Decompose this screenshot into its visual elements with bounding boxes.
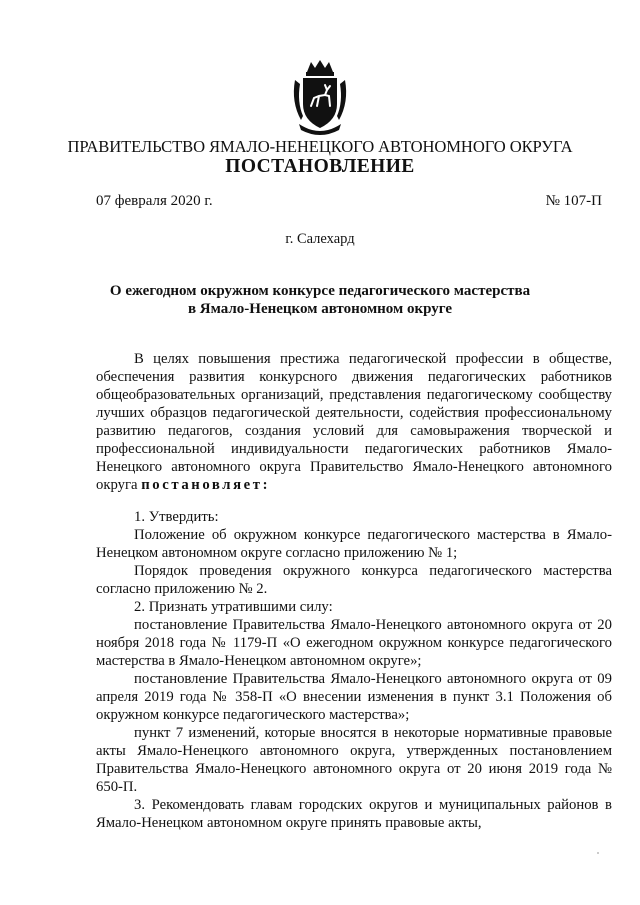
clause-1b: Порядок проведения окружного конкурса педагогического мастерства согласно приложению № 2. <box>96 563 612 597</box>
clause-2: 2. Признать утратившими силу: <box>134 599 333 615</box>
resolves-word: постановляет: <box>141 477 271 493</box>
government-name: ПРАВИТЕЛЬСТВО ЯМАЛО-НЕНЕЦКОГО АВТОНОМНОГО ОКРУГА <box>67 137 573 156</box>
coat-of-arms-emblem <box>289 58 351 138</box>
preamble-text: В целях повышения престижа педагогической профессии в обществе, обеспечения развития конкурсного движения педагогических работников общеобразовательных организаций, представления педагогическому сообществу лучших образцов педагогической деятельности, содействия профессиональному развитию педагогов, создания условий для самовыражения творческой и профессиональной индивидуальности педагогических работников Ямало-Ненецкого автономного округа Правительство Ямало-Ненецкого автономного округа <box>96 351 612 493</box>
clause-2a: постановление Правительства Ямало-Ненецкого автономного округа от 20 ноября 2018 года № 1179-П «О ежегодном окружном конкурсе педагогического мастерства в Ямало-Ненецком автономном округе»; <box>96 617 612 669</box>
document-title <box>0 282 640 318</box>
document-city: г. Салехард <box>285 231 355 247</box>
scan-speck <box>597 852 599 854</box>
document-title-line-2: в Ямало-Ненецком автономном округе <box>187 301 453 317</box>
preamble-paragraph <box>96 350 612 494</box>
clause-1: 1. Утвердить: <box>134 509 219 525</box>
document-body <box>96 350 612 832</box>
clause-2c: пункт 7 изменений, которые вносятся в некоторые нормативные правовые акты Ямало-Ненецкого автономного округа, утвержденных постановлением Правительства Ямало-Ненецкого автономного округа от 20 июня 2019 года № 650-П. <box>96 725 612 795</box>
clause-3: 3. Рекомендовать главам городских округов и муниципальных районов в Ямало-Ненецком автономном округе принять правовые акты, <box>96 797 612 831</box>
document-type: ПОСТАНОВЛЕНИЕ <box>225 156 415 177</box>
document-title-line-1: О ежегодном окружном конкурсе педагогического мастерства <box>109 283 531 299</box>
clause-1a: Положение об окружном конкурсе педагогического мастерства в Ямало-Ненецком автономном округе согласно приложению № 1; <box>96 527 612 561</box>
document-number: № 107-П <box>545 193 602 209</box>
clause-2b: постановление Правительства Ямало-Ненецкого автономного округа от 09 апреля 2019 года № 358-П «О внесении изменения в пункт 3.1 Положения об окружном конкурсе педагогического мастерства»; <box>96 671 612 723</box>
document-date: 07 февраля 2020 г. <box>96 193 213 209</box>
